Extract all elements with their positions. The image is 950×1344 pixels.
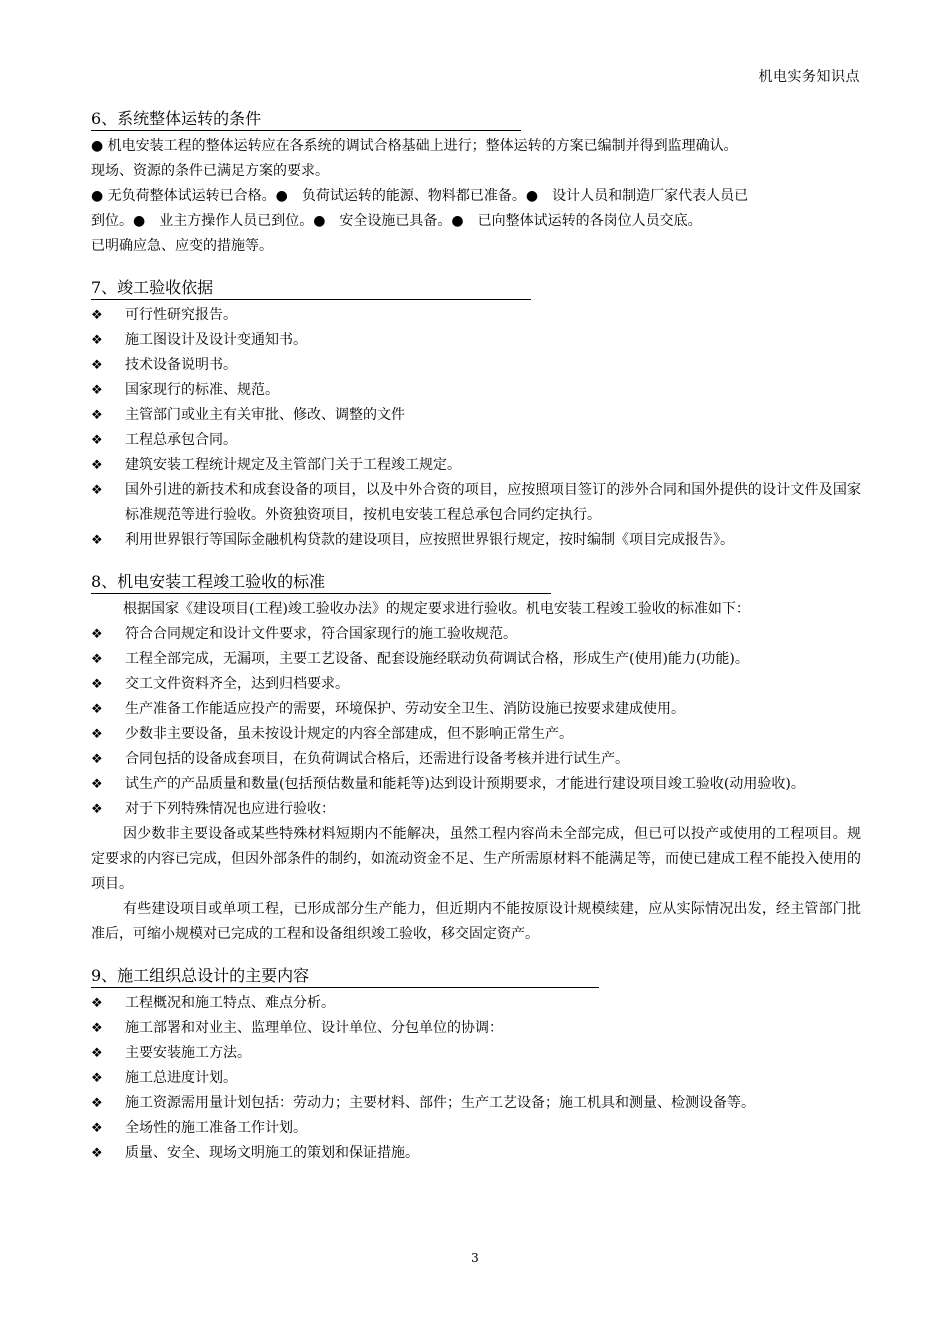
list-item bbox=[91, 1016, 861, 1041]
bullet-icon: ❖ bbox=[91, 383, 103, 398]
section-9 bbox=[91, 965, 861, 1166]
section-7 bbox=[91, 277, 861, 553]
list-item-text: 利用世界银行等国际金融机构贷款的建设项目，应按照世界银行规定，按时编制《项目完成报告》。 bbox=[125, 532, 734, 548]
section-9-title: 9、施工组织总设计的主要内容 bbox=[91, 965, 599, 988]
list-item-text: 可行性研究报告。 bbox=[125, 307, 237, 323]
list-item-text: 国家现行的标准、规范。 bbox=[125, 382, 279, 398]
bullet-icon: ❖ bbox=[91, 458, 103, 473]
section-6-line: ● 无负荷整体试运转已合格。● 负荷试运转的能源、物料都已准备。● 设计人员和制造厂家代表人员已 bbox=[91, 188, 749, 204]
section-8-paragraph: 有些建设项目或单项工程，已形成部分生产能力，但近期内不能按原设计规模续建，应从实际情况出发，经主管部门批准后，可缩小规模对已完成的工程和设备组织竣工验收，移交固定资产。 bbox=[91, 901, 861, 942]
section-8-paragraph: 因少数非主要设备或某些特殊材料短期内不能解决，虽然工程内容尚未全部完成，但已可以投产或使用的工程项目。规定要求的内容已完成，但因外部条件的制约，如流动资金不足、生产所需原材料不能满足等，而使已建成工程不能投入使用的项目。 bbox=[91, 826, 861, 892]
bullet-icon: ❖ bbox=[91, 308, 103, 323]
list-item-text: 工程总承包合同。 bbox=[125, 432, 237, 448]
list-item-text: 合同包括的设备成套项目，在负荷调试合格后，还需进行设备考核并进行试生产。 bbox=[125, 751, 629, 767]
list-item bbox=[91, 1091, 861, 1116]
page-header: 机电实务知识点 bbox=[758, 69, 860, 85]
list-item-text: 交工文件资料齐全，达到归档要求。 bbox=[125, 676, 349, 692]
bullet-icon: ❖ bbox=[91, 702, 103, 717]
list-item bbox=[91, 528, 861, 553]
list-item-text: 施工资源需用量计划包括：劳动力；主要材料、部件；生产工艺设备；施工机具和测量、检测设备等。 bbox=[125, 1095, 755, 1111]
bullet-icon: ❖ bbox=[91, 1021, 103, 1036]
section-6-title: 6、系统整体运转的条件 bbox=[91, 108, 521, 131]
bullet-icon: ❖ bbox=[91, 652, 103, 667]
bullet-icon: ❖ bbox=[91, 777, 103, 792]
bullet-icon: ❖ bbox=[91, 627, 103, 642]
list-item-text: 试生产的产品质量和数量(包括预估数量和能耗等)达到设计预期要求，才能进行建设项目竣工验收(动用验收)。 bbox=[125, 776, 805, 792]
list-item bbox=[91, 647, 861, 672]
list-item bbox=[91, 328, 861, 353]
list-item bbox=[91, 378, 861, 403]
section-6-line: ● 机电安装工程的整体运转应在各系统的调试合格基础上进行；整体运转的方案已编制并得到监理确认。 bbox=[91, 138, 738, 154]
list-item bbox=[91, 622, 861, 647]
list-item bbox=[91, 353, 861, 378]
list-item-text: 国外引进的新技术和成套设备的项目，以及中外合资的项目，应按照项目签订的涉外合同和国外提供的设计文件及国家标准规范等进行验收。外资独资项目，按机电安装工程总承包合同约定执行。 bbox=[125, 482, 861, 523]
list-item bbox=[91, 697, 861, 722]
list-item bbox=[91, 797, 861, 822]
list-item-text: 少数非主要设备，虽未按设计规定的内容全部建成，但不影响正常生产。 bbox=[125, 726, 573, 742]
bullet-icon: ❖ bbox=[91, 1071, 103, 1086]
bullet-icon: ❖ bbox=[91, 677, 103, 692]
list-item bbox=[91, 772, 861, 797]
bullet-icon: ❖ bbox=[91, 727, 103, 742]
list-item-text: 建筑安装工程统计规定及主管部门关于工程竣工规定。 bbox=[125, 457, 461, 473]
bullet-icon: ❖ bbox=[91, 1146, 103, 1161]
list-item bbox=[91, 991, 861, 1016]
page-content bbox=[91, 108, 861, 1184]
list-item bbox=[91, 453, 861, 478]
list-item-text: 工程概况和施工特点、难点分析。 bbox=[125, 995, 335, 1011]
bullet-icon: ❖ bbox=[91, 752, 103, 767]
list-item-text: 施工总进度计划。 bbox=[125, 1070, 237, 1086]
section-6-line: 到位。● 业主方操作人员已到位。● 安全设施已具备。● 已向整体试运转的各岗位人员交底。 bbox=[91, 213, 702, 229]
section-8-title: 8、机电安装工程竣工验收的标准 bbox=[91, 571, 551, 594]
list-item bbox=[91, 1116, 861, 1141]
bullet-icon: ❖ bbox=[91, 1096, 103, 1111]
list-item-text: 施工部署和对业主、监理单位、设计单位、分包单位的协调： bbox=[125, 1020, 503, 1036]
bullet-icon: ❖ bbox=[91, 533, 103, 548]
list-item bbox=[91, 428, 861, 453]
bullet-icon: ❖ bbox=[91, 408, 103, 423]
list-item-text: 生产准备工作能适应投产的需要，环境保护、劳动安全卫生、消防设施已按要求建成使用。 bbox=[125, 701, 685, 717]
list-item bbox=[91, 1141, 861, 1166]
section-6-line: 现场、资源的条件已满足方案的要求。 bbox=[91, 163, 329, 179]
list-item-text: 全场性的施工准备工作计划。 bbox=[125, 1120, 307, 1136]
list-item-text: 符合合同规定和设计文件要求，符合国家现行的施工验收规范。 bbox=[125, 626, 517, 642]
bullet-icon: ❖ bbox=[91, 802, 103, 817]
bullet-icon: ❖ bbox=[91, 358, 103, 373]
list-item bbox=[91, 1066, 861, 1091]
list-item-text: 施工图设计及设计变通知书。 bbox=[125, 332, 307, 348]
bullet-icon: ❖ bbox=[91, 433, 103, 448]
list-item-text: 技术设备说明书。 bbox=[125, 357, 237, 373]
bullet-icon: ❖ bbox=[91, 996, 103, 1011]
list-item bbox=[91, 478, 861, 528]
page-number: 3 bbox=[471, 1251, 479, 1265]
list-item-text: 主管部门或业主有关审批、修改、调整的文件 bbox=[125, 407, 405, 423]
bullet-icon: ❖ bbox=[91, 1046, 103, 1061]
section-7-title: 7、竣工验收依据 bbox=[91, 277, 531, 300]
list-item bbox=[91, 303, 861, 328]
list-item-text: 工程全部完成，无漏项，主要工艺设备、配套设施经联动负荷调试合格，形成生产(使用)能力(功能)。 bbox=[125, 651, 749, 667]
list-item bbox=[91, 722, 861, 747]
section-6-line: 已明确应急、应变的措施等。 bbox=[91, 238, 273, 254]
bullet-icon: ❖ bbox=[91, 333, 103, 348]
section-8 bbox=[91, 571, 861, 947]
section-6 bbox=[91, 108, 861, 259]
list-item bbox=[91, 672, 861, 697]
list-item-text: 质量、安全、现场文明施工的策划和保证措施。 bbox=[125, 1145, 419, 1161]
list-item-text: 主要安装施工方法。 bbox=[125, 1045, 251, 1061]
section-8-intro: 根据国家《建设项目(工程)竣工验收办法》的规定要求进行验收。机电安装工程竣工验收的标准如下： bbox=[123, 601, 750, 617]
list-item bbox=[91, 403, 861, 428]
bullet-icon: ❖ bbox=[91, 1121, 103, 1136]
list-item bbox=[91, 747, 861, 772]
list-item bbox=[91, 1041, 861, 1066]
list-item-text: 对于下列特殊情况也应进行验收： bbox=[125, 801, 335, 817]
bullet-icon: ❖ bbox=[91, 483, 103, 498]
